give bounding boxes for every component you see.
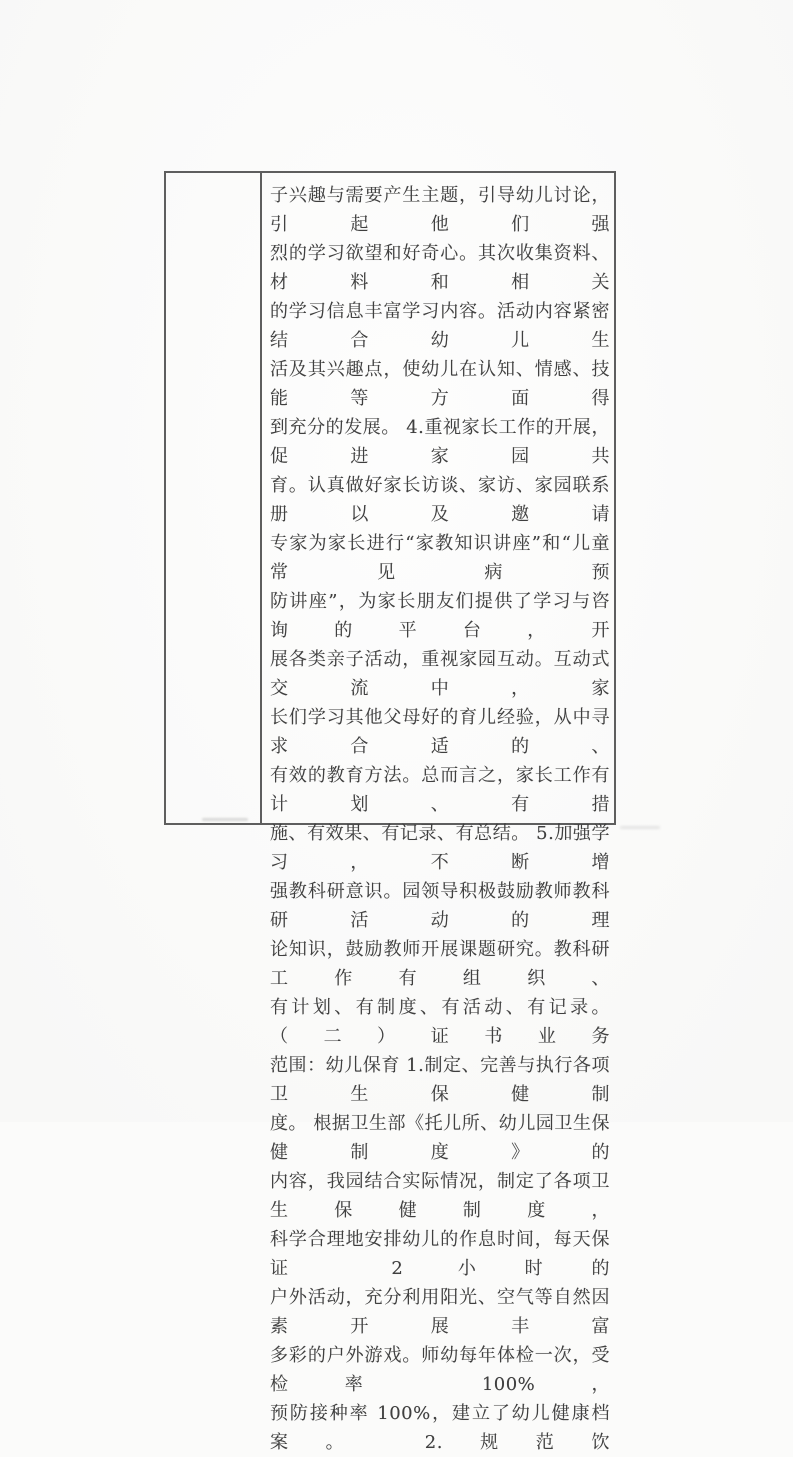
table-cell-body-text (262, 173, 614, 1453)
text-line: 内容，我园结合实际情况，制定了各项卫生保健制度， (270, 1171, 610, 1221)
text-line: 科学合理地安排幼儿的作息时间，每天保证 2 小时的 (270, 1229, 610, 1279)
scan-artifact (620, 826, 660, 829)
text-line: 活及其兴趣点，使幼儿在认知、情感、技能等方面得 (270, 359, 610, 409)
text-line: 长们学习其他父母好的育儿经验，从中寻求合适的、 (270, 707, 610, 757)
text-line: 到充分的发展。 4.重视家长工作的开展，促进家园共 (270, 417, 610, 467)
text-line: 施、有效果、有记录、有总结。 5.加强学习，不断增 (270, 823, 610, 873)
text-line: 展各类亲子活动，重视家园互动。互动式交流中，家 (270, 649, 610, 699)
text-line: 子兴趣与需要产生主题，引导幼儿讨论，引起他们强 (270, 185, 610, 235)
table-cell-label-column (166, 173, 262, 823)
text-line: 有效的教育方法。总而言之，家长工作有计划、有措 (270, 765, 610, 815)
text-line: 有计划、有制度、有活动、有记录。 （二）证书业务 (270, 997, 610, 1047)
text-line: 度。 根据卫生部《托儿所、幼儿园卫生保健制度》的 (270, 1113, 610, 1163)
text-line: 预防接种率 100%，建立了幼儿健康档案。 2.规范饮 (270, 1403, 610, 1453)
text-line: 防讲座”，为家长朋友们提供了学习与咨询的平台，开 (270, 591, 610, 641)
text-line: 范围：幼儿保育 1.制定、完善与执行各项卫生保健制 (270, 1055, 610, 1105)
text-line: 专家为家长进行“家教知识讲座”和“儿童常见病预 (270, 533, 610, 583)
text-line: 户外活动，充分利用阳光、空气等自然因素开展丰富 (270, 1287, 610, 1337)
text-line: 的学习信息丰富学习内容。活动内容紧密结合幼儿生 (270, 301, 610, 351)
text-line: 多彩的户外游戏。师幼每年体检一次，受检率 100%， (270, 1345, 610, 1395)
text-line: 育。认真做好家长访谈、家访、家园联系册以及邀请 (270, 475, 610, 525)
scan-artifact (202, 818, 248, 821)
text-line: 论知识，鼓励教师开展课题研究。教科研工作有组织、 (270, 939, 610, 989)
text-line: 强教科研意识。园领导积极鼓励教师教科研活动的理 (270, 881, 610, 931)
document-table (164, 171, 616, 1453)
text-line: 烈的学习欲望和好奇心。其次收集资料、材料和相关 (270, 243, 610, 293)
